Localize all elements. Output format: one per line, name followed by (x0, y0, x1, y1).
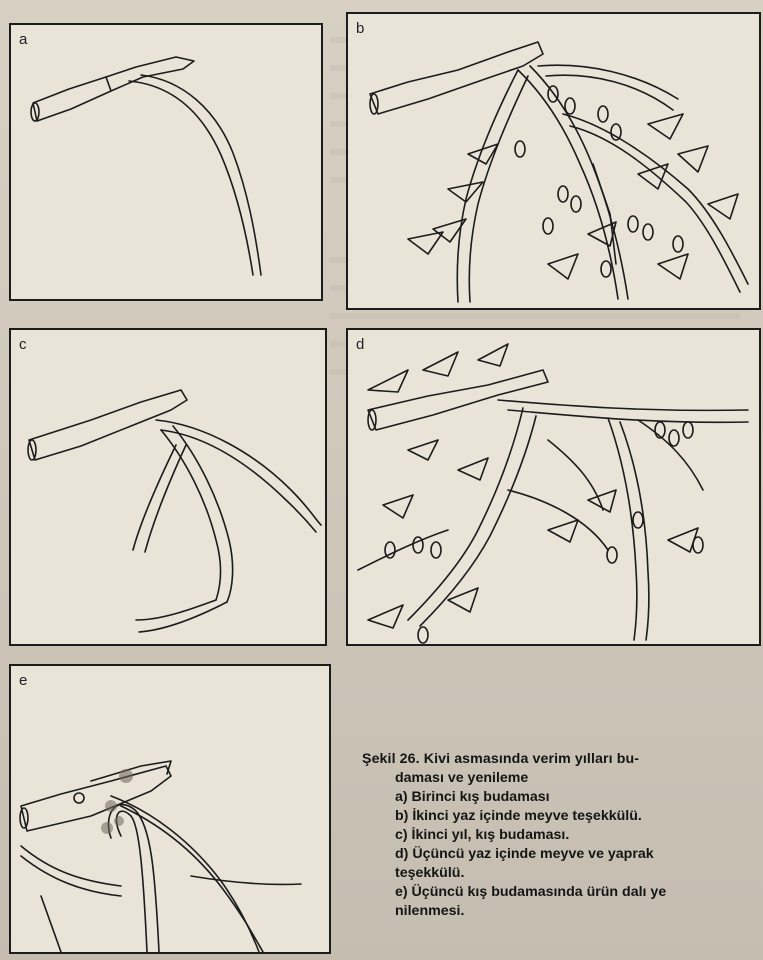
caption-item-a: a) Birinci kış budaması (395, 789, 550, 805)
vine-drawing-c (11, 330, 325, 644)
caption-item-b: b) İkinci yaz içinde meyve teşekkülü. (395, 808, 642, 824)
caption-title-line2: daması ve yenileme (395, 770, 529, 786)
panel-b (346, 12, 761, 310)
caption-item-d: d) Üçüncü yaz içinde meyve ve yaprak (395, 846, 654, 862)
panel-d (346, 328, 761, 646)
vine-drawing-d (348, 330, 759, 644)
caption-item-d-cont: teşekkülü. (395, 865, 465, 881)
caption-item-c: c) İkinci yıl, kış budaması. (395, 827, 570, 843)
panel-label-e: e (19, 672, 28, 689)
panel-label-d: d (356, 336, 365, 353)
caption-item-e-cont: nilenmesi. (395, 903, 465, 919)
panel-label-c: c (19, 336, 27, 353)
caption-title-line1: Şekil 26. Kivi asmasında verim yılları bu- (362, 751, 640, 767)
figure-caption (362, 750, 752, 921)
panel-label-b: b (356, 20, 365, 37)
vine-drawing-b (348, 14, 759, 308)
caption-item-e: e) Üçüncü kış budamasında ürün dalı ye (395, 884, 667, 900)
vine-drawing-a (11, 25, 321, 299)
panel-a (9, 23, 323, 301)
panel-e (9, 664, 331, 954)
vine-drawing-e (11, 666, 329, 952)
panel-c (9, 328, 327, 646)
panel-label-a: a (19, 31, 28, 48)
